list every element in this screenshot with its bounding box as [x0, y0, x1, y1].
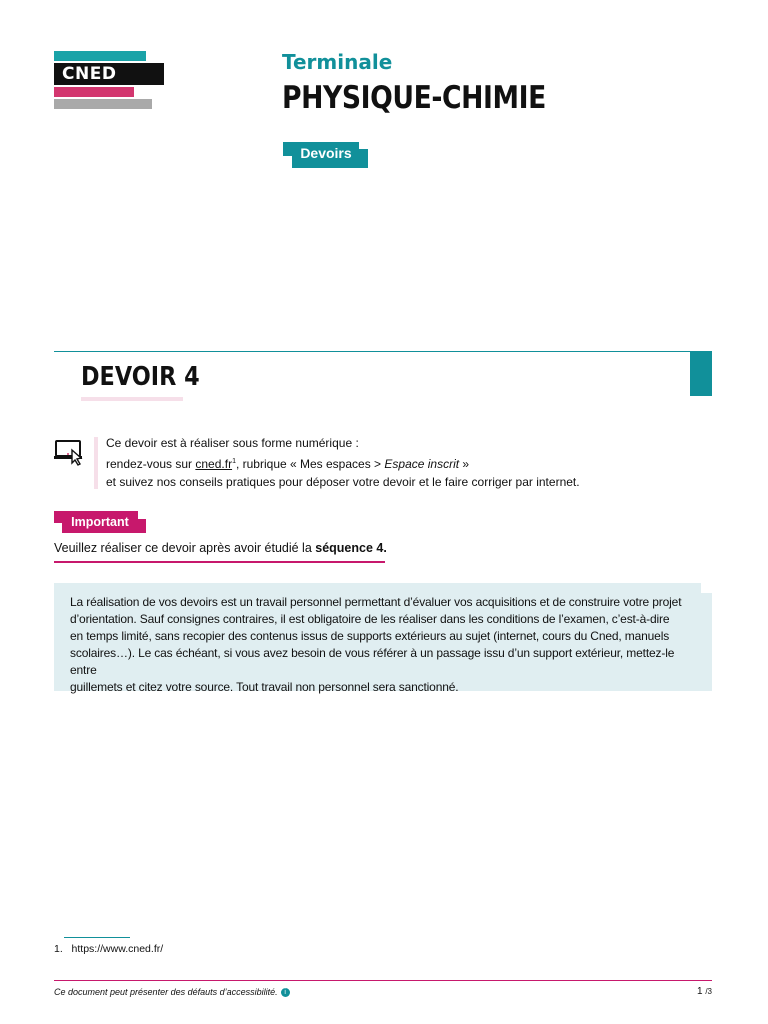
instructions-line-1: Ce devoir est à réaliser sous forme numérique :	[106, 436, 359, 450]
submission-instructions	[106, 434, 580, 492]
section-rule	[54, 351, 692, 352]
devoir-title-underline	[81, 397, 183, 401]
cned-logo: CNED	[54, 63, 164, 85]
personal-work-notice: La réalisation de vos devoirs est un travail personnel permettant d’évaluer vos acquisitions et de construire votre projet d’orientation. Sauf consignes contraires, il est obligatoire de les réaliser dans les conditions de l’examen, c’est-à-dire en temps limité, sans recopier des contenus issus de supports extérieurs au sujet (internet, cours du Cned, manuels scolaires…). Le cas échéant, si vous avez besoin de vous référer à un passage issu d’un support extérieur, mettez-le entre guillemets et citez votre source. Tout travail non personnel sera sanctionné.	[70, 595, 682, 694]
logo-stripe-pink	[54, 87, 134, 97]
important-tag-label: Important	[71, 515, 129, 529]
important-underline	[54, 561, 385, 563]
accessibility-disclaimer: Ce document peut présenter des défauts d’accessibilité. i	[54, 987, 290, 997]
devoirs-tag-label: Devoirs	[300, 145, 352, 161]
sequence-reference: séquence 4.	[315, 541, 387, 555]
footer-rule	[54, 980, 712, 981]
instructions-line-2: rendez-vous sur $cned.fr^1$, rubrique « Mes espaces > Espace inscrit »	[106, 456, 470, 471]
devoir-title: DEVOIR 4	[81, 362, 200, 392]
page-number: 1 /3	[696, 986, 712, 997]
logo-stripe-gray	[54, 99, 152, 109]
logo-stripe-teal	[54, 51, 146, 61]
important-text: Veuillez réaliser ce devoir après avoir étudié la séquence 4.	[54, 541, 387, 555]
footnote-ref[interactable]: 1	[232, 457, 236, 465]
cned-link[interactable]: cned.fr	[195, 456, 233, 471]
level-title: Terminale	[282, 50, 393, 74]
footnote: 1. https://www.cned.fr/	[54, 943, 164, 955]
info-accent-bar	[94, 437, 98, 489]
footnote-url[interactable]: https://www.cned.fr/	[71, 943, 164, 955]
computer-cursor-icon	[54, 438, 86, 466]
subject-title: PHYSIQUE-CHIMIE	[282, 80, 546, 116]
info-icon[interactable]: i	[281, 988, 290, 997]
footnote-rule	[64, 937, 130, 938]
instructions-line-3: et suivez nos conseils pratiques pour déposer votre devoir et le faire corriger par internet.	[106, 475, 580, 489]
section-marker	[690, 351, 712, 396]
